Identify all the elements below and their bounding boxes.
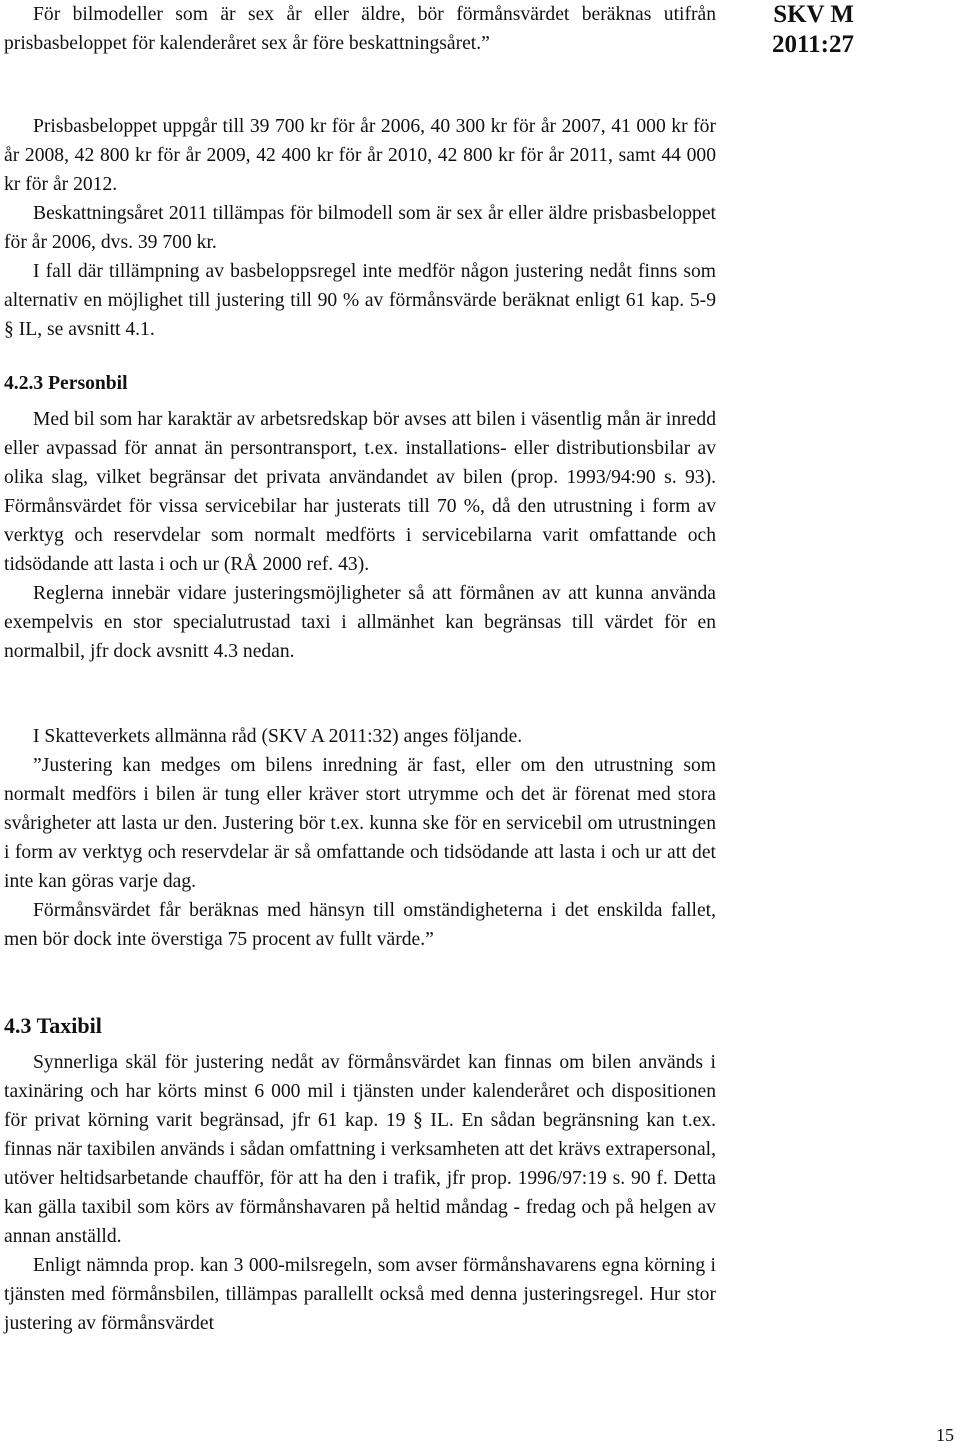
intro-block [4, 0, 716, 58]
basbelopp-block [4, 112, 716, 344]
justering-alternative-paragraph: I fall där tillämpning av basbeloppsregel inte medför någon justering nedåt finns som alternativ en möjlighet till justering till 90 % av förmånsvärde beräknat enligt 61 kap. 5-9 § IL, se avsnitt 4.1. [4, 261, 716, 340]
allmanna-rad-quote-1: ”Justering kan medges om bilens inredning är fast, eller om den utrustning som normalt medförs i bilen är tung eller kräver stort utrymme och det är förenat med stora svårigheter att lasta ur den. Justering bör t.ex. kunna ske för en servicebil om utrustningen i form av verktyg och reservdelar är så omfattande och tidsödande att lasta i och ur att det inte kan göras varje dag. [4, 755, 716, 892]
page-number: 15 [936, 1425, 954, 1445]
arbetsredskap-paragraph: Med bil som har karaktär av arbetsredskap bör avses att bilen i väsentlig mån är inredd eller avpassad för annat än persontransport, t.ex. installations- eller distributionsbilar av olika slag, vilket begränsar det privata användandet av bilen (prop. 1993/94:90 s. 93). Förmånsvärdet för vissa servicebilar har justerats till 70 %, då den utrustning i form av verktyg och reservdelar som normalt medförts i servicebilarna varit omfattande och tidsödande att lasta i och ur (RÅ 2000 ref. 43). [4, 409, 716, 575]
beskattningsar-paragraph: Beskattningsåret 2011 tillämpas för bilmodell som är sex år eller äldre prisbasbeloppet för år 2006, dvs. 39 700 kr. [4, 203, 716, 253]
3000-milsregeln-paragraph: Enligt nämnda prop. kan 3 000-milsregeln, som avser förmånshavarens egna körning i tjänsten med förmånsbilen, tillämpas parallellt också med denna justeringsregel. Hur stor justering av förmånsvärdet [4, 1255, 716, 1334]
allmanna-rad-intro: I Skatteverkets allmänna råd (SKV A 2011:32) anges följande. [33, 726, 523, 747]
taxibil-block [4, 1048, 716, 1338]
document-code [744, 0, 854, 60]
section-heading-taxibil: 4.3 Taxibil [4, 1013, 102, 1038]
allmanna-rad-quote-2: Förmånsvärdet får beräknas med hänsyn till omständigheterna i det enskilda fallet, men bör dock inte överstiga 75 procent av fullt värde.” [4, 900, 716, 950]
prisbasbelopp-paragraph: Prisbasbeloppet uppgår till 39 700 kr för år 2006, 40 300 kr för år 2007, 41 000 kr för år 2008, 42 800 kr för år 2009, 42 400 kr för år 2010, 42 800 kr för år 2011, samt 44 000 kr för år 2012. [4, 116, 716, 195]
section-heading-personbil: 4.2.3 Personbil [4, 373, 128, 394]
personbil-block [4, 405, 716, 666]
allmanna-rad-block [4, 722, 716, 954]
synnerliga-skal-paragraph: Synnerliga skäl för justering nedåt av förmånsvärdet kan finnas om bilen används i taxinäring och har körts minst 6 000 mil i tjänsten under kalenderåret och dispositionen för privat körning varit begränsad, jfr 61 kap. 19 § IL. En sådan begränsning kan t.ex. finnas när taxibilen används i sådan omfattning i verksamheten att det krävs extrapersonal, utöver heltidsarbetande chaufför, för att ha den i trafik, jfr prop. 1996/97:19 s. 90 f. Detta kan gälla taxibil som körs av förmånshavaren på heltid måndag - fredag och på helgen av annan anställd. [4, 1052, 716, 1247]
document-code-line1: SKV M [773, 1, 854, 28]
document-code-line2: 2011:27 [772, 31, 854, 58]
reglerna-paragraph: Reglerna innebär vidare justeringsmöjligheter så att förmånen av att kunna använda exempelvis en stor specialutrustad taxi i allmänhet kan begränsas till värdet för en normalbil, jfr dock avsnitt 4.3 nedan. [4, 583, 716, 662]
intro-paragraph: För bilmodeller som är sex år eller äldre, bör förmånsvärdet beräknas utifrån prisbasbeloppet för kalenderåret sex år före beskattningsåret.” [4, 4, 716, 54]
